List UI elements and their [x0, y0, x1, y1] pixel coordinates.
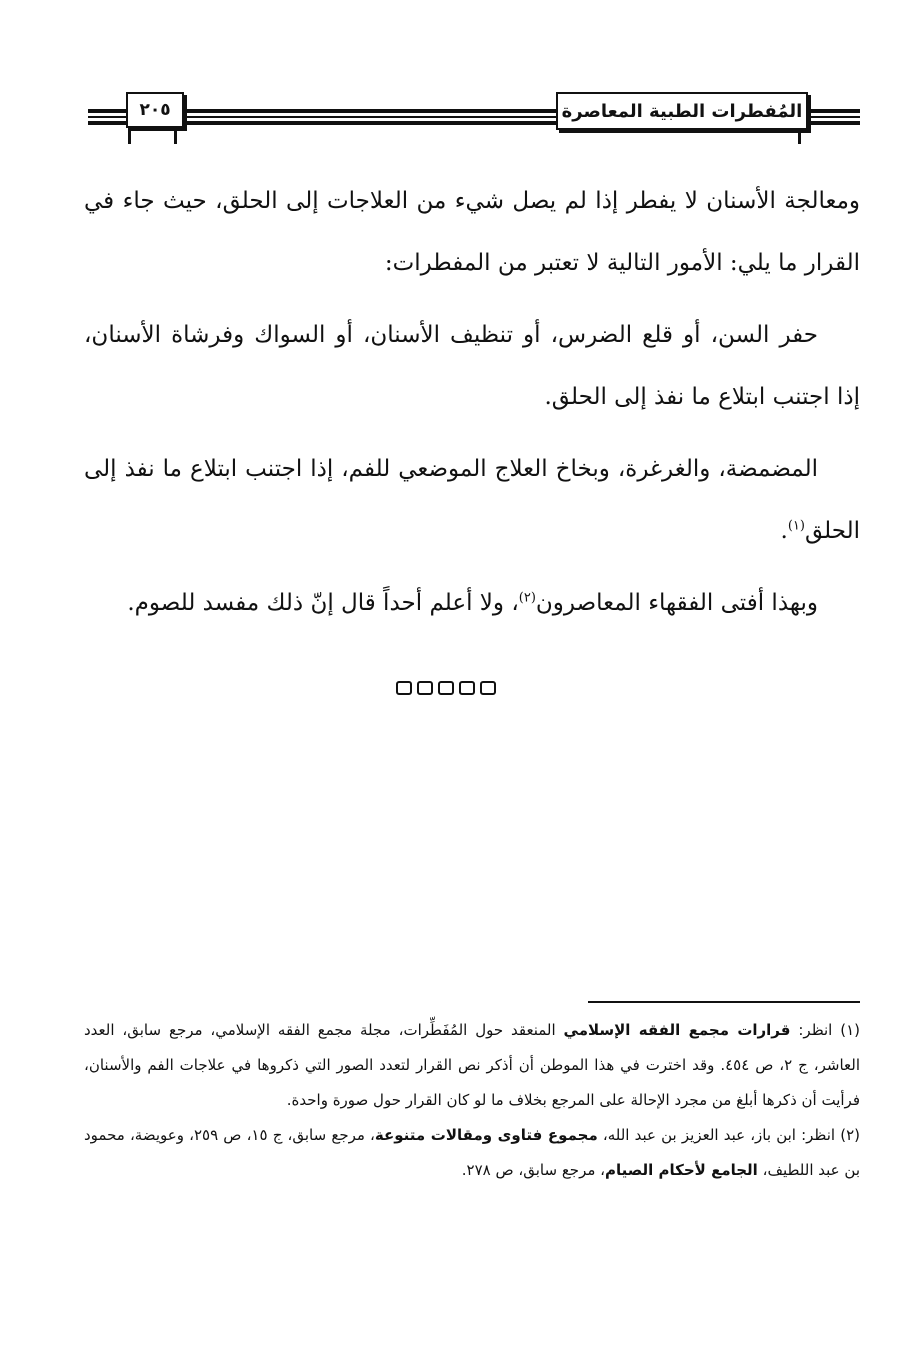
footnote-text: المنعقد حول المُفَطِّرات، مجلة مجمع الفقه الإسلامي، مرجع سابق، العدد العاشر، ج ٢، ص ٤٥٤. وقد اخترت في هذا الموطن أن أذكر نص القرار لتعدد الصور التي ذكروها في علاجات الفم والأسنان، فرأيت أن ذكرها أبلغ من مجرد الإحالة على المرجع بخلاف ما لو كان القرار حول صورة واحدة.	[84, 1021, 860, 1109]
paragraph	[84, 304, 860, 428]
section-end-ornament	[396, 678, 496, 698]
paragraph	[84, 170, 860, 294]
footnote-source-title: مجموع فتاوى ومقالات متنوعة	[374, 1126, 598, 1144]
ornament-square-icon	[459, 681, 475, 695]
ornament-square-icon	[396, 681, 412, 695]
footnote-reference[interactable]: (٢)	[518, 590, 536, 606]
paragraph-text: المضمضة، والغرغرة، وبخاخ العلاج الموضعي للفم، إذا اجتنب ابتلاع ما نفذ إلى الحلق	[84, 456, 860, 544]
running-head-title: المُفطرات الطبية المعاصرة	[556, 92, 808, 130]
footnote-label: (٢) انظر: ابن باز، عبد العزيز بن عبد الله،	[602, 1126, 860, 1144]
paragraph-text: ، ولا أعلم أحداً قال إنّ ذلك مفسد للصوم.	[127, 590, 519, 616]
footnote-source-title: قرارات مجمع الفقه الإسلامي	[563, 1021, 791, 1039]
footnote-label: (١) انظر:	[798, 1021, 860, 1039]
paragraph-text: وبهذا أفتى الفقهاء المعاصرون	[535, 590, 818, 616]
ornament-square-icon	[480, 681, 496, 695]
footnote-divider	[588, 1001, 860, 1003]
paragraph	[84, 572, 860, 634]
footnote-1	[84, 1013, 860, 1118]
footnote-text: ، مرجع سابق، ج ١٥، ص ٢٥٩، وعويضة، محمود بن عبد اللطيف،	[84, 1126, 860, 1179]
footnote-2	[84, 1118, 860, 1188]
main-text	[84, 170, 860, 644]
paragraph	[84, 438, 860, 562]
ornament-square-icon	[417, 681, 433, 695]
ornament-square-icon	[438, 681, 454, 695]
page-number: ٢٠٥	[126, 92, 184, 128]
footnote-source-title: الجامع لأحكام الصيام	[605, 1161, 758, 1179]
paragraph-text: حفر السن، أو قلع الضرس، أو تنظيف الأسنان، أو السواك وفرشاة الأسنان، إذا اجتنب ابتلاع ما نفذ إلى الحلق.	[84, 322, 860, 410]
footnote-reference[interactable]: (١)	[787, 518, 805, 534]
page-header	[88, 84, 860, 146]
footnotes	[84, 1013, 860, 1188]
footnote-text: ، مرجع سابق، ص ٢٧٨.	[461, 1161, 605, 1179]
paragraph-text: ومعالجة الأسنان لا يفطر إذا لم يصل شيء من العلاجات إلى الحلق، حيث جاء في القرار ما يلي: الأمور التالية لا تعتبر من المفطرات:	[84, 188, 860, 276]
paragraph-end: .	[780, 518, 788, 544]
